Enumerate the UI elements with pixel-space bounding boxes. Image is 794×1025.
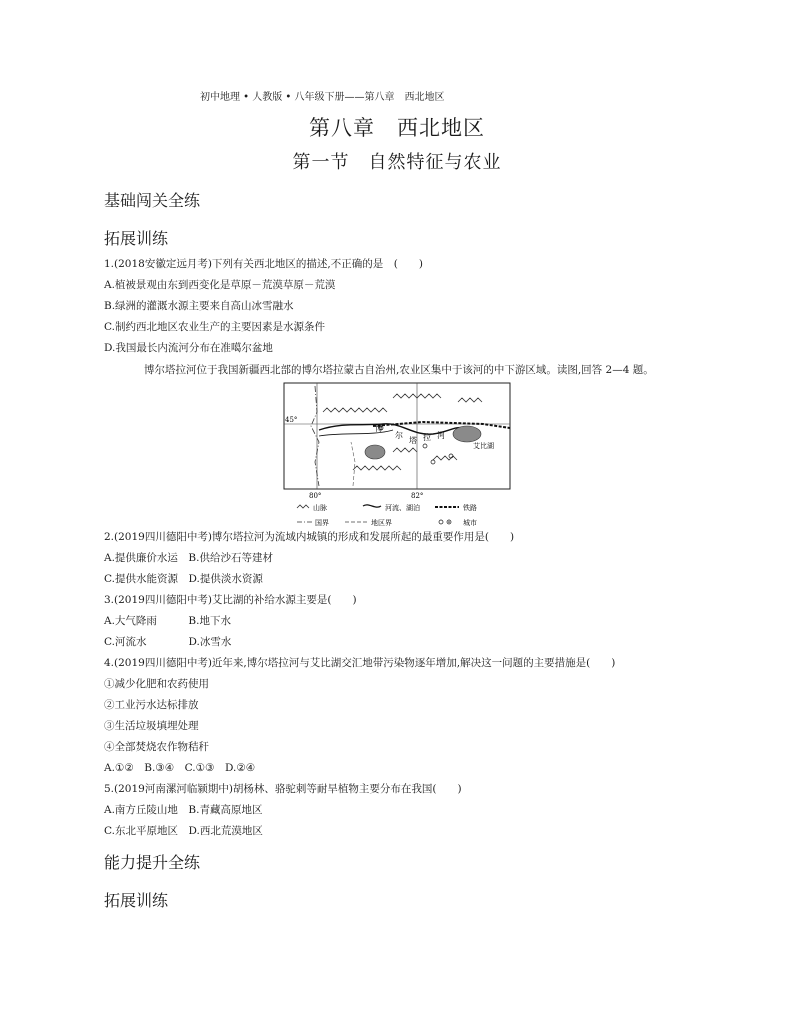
lake-label: 艾比湖 (473, 442, 494, 450)
q4-item-3: ③生活垃圾填埋处理 (104, 720, 199, 732)
legend-city: 城市 (463, 519, 477, 527)
q1-option-a: A.植被景观由东到西变化是草原－荒漠草原－荒漠 (104, 279, 336, 291)
legend-railway: 铁路 (463, 504, 477, 512)
q3-options-ab: A.大气降雨 B.地下水 (104, 615, 231, 627)
river-label-char: 尔 (395, 431, 403, 440)
chapter-title: 第八章 西北地区 (309, 116, 485, 140)
legend-river-lake: 河流、湖泊 (385, 504, 420, 512)
legend-mountain: 山脉 (313, 504, 327, 512)
section-heading-ability: 能力提升全练 (104, 853, 201, 872)
bortala-river-map (283, 382, 511, 530)
subsection-heading-extension-2: 拓展训练 (104, 891, 169, 910)
section-heading-basic: 基础闯关全练 (104, 191, 201, 210)
legend-border: 国界 (315, 519, 329, 527)
q4-item-2: ②工业污水达标排放 (104, 699, 199, 711)
q2-options-ab: A.提供廉价水运 B.供给沙石等建材 (104, 552, 273, 564)
longitude-label-80: 80° (309, 492, 322, 500)
q1-option-b: B.绿洲的灌溉水源主要来自高山冰雪融水 (104, 300, 294, 312)
river-label-char: 塔 (409, 436, 417, 445)
river-label-char: 河 (437, 431, 445, 440)
legend-city-icon (439, 520, 443, 524)
q5-stem: 5.(2019河南漯河临颍期中)胡杨林、骆驼刺等耐旱植物主要分布在我国( ) (104, 783, 462, 795)
legend-mountain-icon (297, 505, 309, 508)
latitude-label: 45° (285, 416, 298, 424)
longitude-label-82: 82° (411, 492, 424, 500)
page-header: 初中地理 • 人教版 • 八年级下册——第八章 西北地区 (200, 92, 445, 103)
q3-options-cd: C.河流水 D.冰雪水 (104, 636, 232, 648)
q1-option-c: C.制约西北地区农业生产的主要因素是水源条件 (104, 321, 325, 333)
subsection-heading-extension: 拓展训练 (104, 229, 169, 248)
q5-options-ab: A.南方丘陵山地 B.青藏高原地区 (104, 804, 263, 816)
q4-stem: 4.(2019四川德阳中考)近年来,博尔塔拉河与艾比湖交汇地带污染物逐年增加,解决这一问题的主要措施是( ) (104, 657, 616, 669)
q5-options-cd: C.东北平原地区 D.西北荒漠地区 (104, 825, 263, 837)
q2-stem: 2.(2019四川德阳中考)博尔塔拉河为流域内城镇的形成和发展所起的最重要作用是( ) (104, 531, 515, 543)
section-title: 第一节 自然特征与农业 (292, 152, 502, 173)
river-label-char: 拉 (423, 433, 431, 442)
legend-river-icon (363, 505, 381, 507)
legend-region-border: 地区界 (371, 519, 392, 527)
q2-options-cd: C.提供水能资源 D.提供淡水资源 (104, 573, 263, 585)
reading-intro: 博尔塔拉河位于我国新疆西北部的博尔塔拉蒙古自治州,农业区集中于该河的中下游区域。读图,回答 2—4 题。 (144, 364, 654, 376)
q4-choices: A.①② B.③④ C.①③ D.②④ (104, 762, 256, 774)
q4-item-1: ①减少化肥和农药使用 (104, 678, 209, 690)
q1-stem: 1.(2018安徽定远月考)下列有关西北地区的描述,不正确的是 ( ) (104, 258, 423, 270)
q1-option-d: D.我国最长内流河分布在准噶尔盆地 (104, 342, 273, 354)
q4-item-4: ④全部焚烧农作物秸秆 (104, 741, 209, 753)
q3-stem: 3.(2019四川德阳中考)艾比湖的补给水源主要是( ) (104, 594, 357, 606)
river-label-char: 博 (375, 424, 383, 433)
